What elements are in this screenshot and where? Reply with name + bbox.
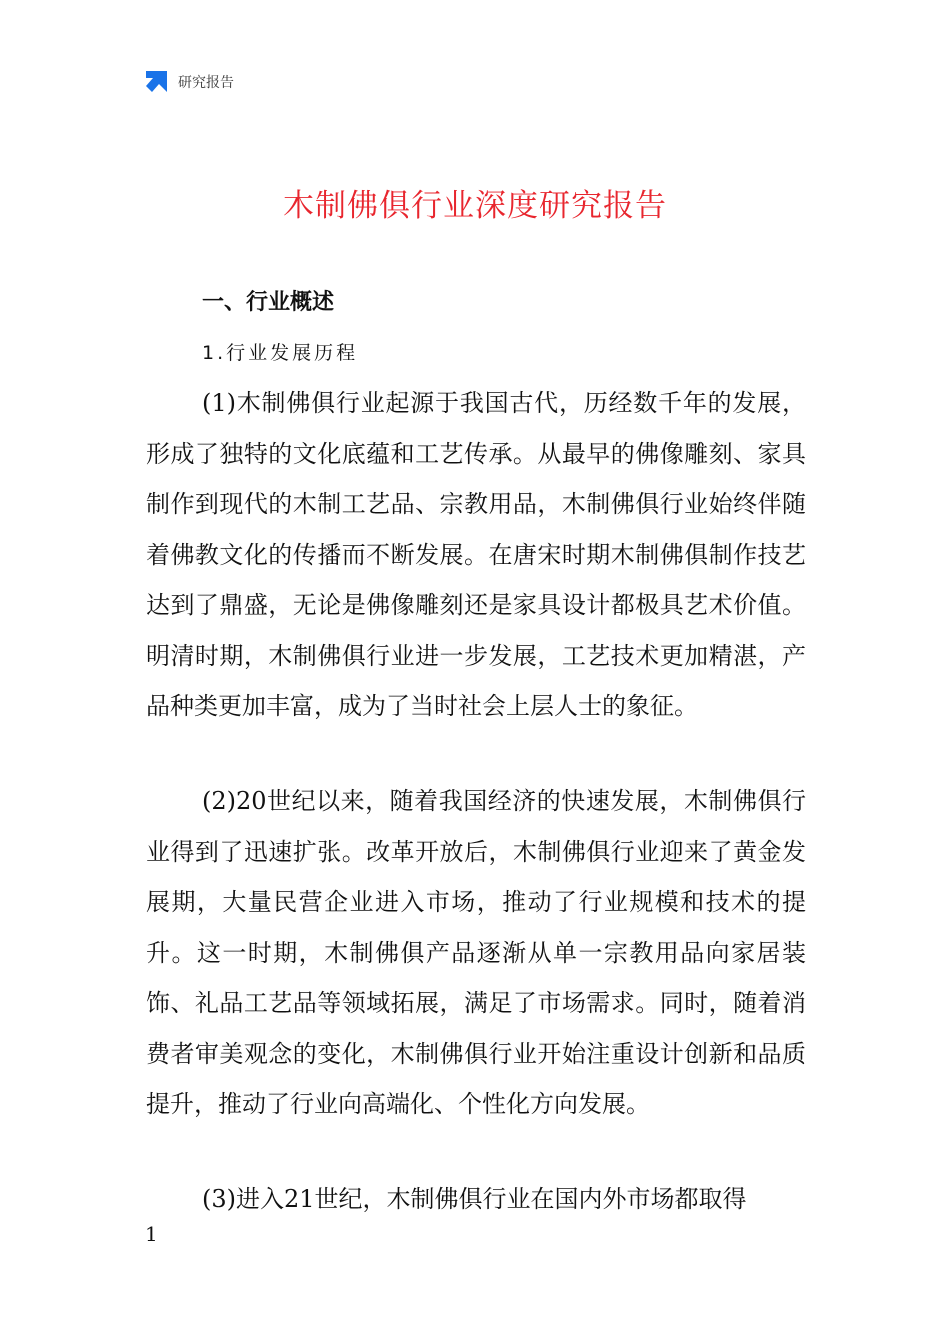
- paragraph-2: (2)20世纪以来，随着我国经济的快速发展，木制佛俱行业得到了迅速扩张。改革开放后，木制佛俱行业迎来了黄金发展期，大量民营企业进入市场，推动了行业规模和技术的提升。这一时期，木制佛俱产品逐渐从单一宗教用品向家居装饰、礼品工艺品等领域拓展，满足了市场需求。同时，随着消费者审美观念的变化，木制佛俱行业开始注重设计创新和品质提升，推动了行业向高端化、个性化方向发展。: [146, 787, 806, 1118]
- header-label: 研究报告: [178, 74, 234, 91]
- subsection-heading: 1.行业发展历程: [202, 342, 359, 364]
- document-title: 木制佛俱行业深度研究报告: [283, 188, 667, 224]
- page-number: 1: [145, 1222, 158, 1246]
- arrow-up-right-icon: [143, 68, 170, 95]
- paragraph-1: (1)木制佛俱行业起源于我国古代，历经数千年的发展，形成了独特的文化底蕴和工艺传承。从最早的佛像雕刻、家具制作到现代的木制工艺品、宗教用品，木制佛俱行业始终伴随着佛教文化的传播而不断发展。在唐宋时期木制佛俱制作技艺达到了鼎盛，无论是佛像雕刻还是家具设计都极具艺术价值。明清时期，木制佛俱行业进一步发展，工艺技术更加精湛，产品种类更加丰富，成为了当时社会上层人士的象征。: [146, 389, 806, 720]
- page-header: [143, 68, 234, 95]
- paragraph-3: (3)进入21世纪，木制佛俱行业在国内外市场都取得: [202, 1185, 747, 1213]
- section-heading: 一、行业概述: [202, 290, 335, 315]
